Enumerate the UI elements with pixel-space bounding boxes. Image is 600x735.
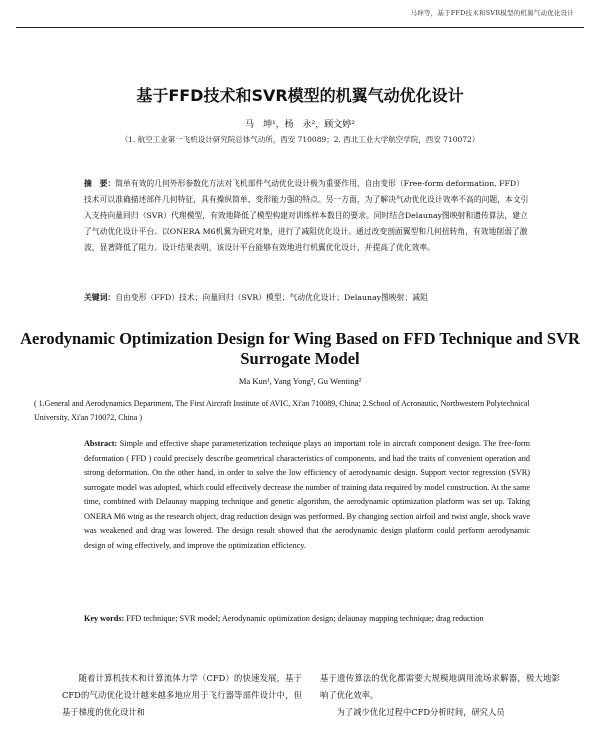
body-right-paragraph-1: 基于遗传算法的优化都需要大规模地调用流场求解器，极大地影响了优化效率。 — [320, 673, 560, 700]
body-right-paragraph-2: 为了减少优化过程中CFD分析时间，研究人员 — [336, 707, 505, 717]
body-column-right — [320, 670, 560, 721]
abstract-cn — [84, 176, 530, 256]
abstract-cn-text: 简单有效的几何外形参数化方法对飞机部件气动优化设计极为重要作用，自由变形（Free-form deformation, FFD）技术可以准确描述部件几何特征，具有操纵简单、变形能力强的特点。另一方面，为了解决气动优化设计效率不高的问题，本文引入支持向量回归（SVR）代理模型，有效地降低了模型构建对训练样本数目的要求。同时结合Delaunay图映射和遗传算法，建立了气动优化设计平台。以ONERA M6机翼为研究对象，进行了减阻优化设计。通过改变剖面翼型和几何扭转角，有效地削弱了激波，显著降低了阻力。设计结果表明，该设计平台能够有效地进行机翼优化设计，并提高了优化效率。 — [84, 179, 529, 252]
keywords-cn-label: 关键词： — [84, 293, 116, 302]
keywords-cn — [84, 290, 530, 306]
abstract-en-text: Simple and effective shape parameterization technique plays an important role in aircraft component design. The free-form deformation ( FFD ) could precisely describe geometrical characteristics of components, and had the traits of convenient operation and strong deformation. On the other hand, in order to solve the low efficiency of aerodynamic design. Support vector regression (SVR) surrogate model was adopted, which could effectively decrease the number of training data required by model construction. At the same time, combined with Delaunay mapping technique and genetic algorithm, the aerodynamic optimization platform was set up. Taking ONERA M6 wing as the research object, drag reduction design was performed. By changing section airfoil and twist angle, shock wave was weakened and drag was lowered. The design result showed that the aerodynamic design platform could perform aerodynamic design of wing effectively, and improve the optimization efficiency. — [84, 439, 530, 550]
title-cn: 基于FFD技术和SVR模型的机翼气动优化设计 — [136, 86, 464, 105]
title-en: Aerodynamic Optimization Design for Wing Based on FFD Technique and SVR Surrogate Model — [20, 329, 580, 368]
body-left-paragraph: 随着计算机技术和计算流体力学（CFD）的快速发展，基于CFD的气动优化设计越来越多地应用于飞行器等部件设计中，但基于梯度的优化设计和 — [62, 673, 302, 717]
authors-en: Ma Kun¹, Yang Yong², Gu Wenting² — [238, 376, 362, 386]
keywords-en-label: Key words: — [84, 614, 125, 623]
affiliation-cn: （1. 航空工业第一飞机设计研究院总体气动所，西安 710089；2. 西北工业大学航空学院，西安 710072） — [120, 135, 480, 144]
body-column-left — [62, 670, 302, 721]
keywords-cn-text: 自由变形（FFD）技术；向量回归（SVR）模型；气动优化设计；Delaunay图映射；减阻 — [115, 293, 428, 302]
keywords-en — [84, 612, 530, 627]
abstract-cn-label: 摘 要： — [84, 179, 116, 188]
keywords-en-text: FFD technique; SVR model; Aerodynamic optimization design; delaunay mapping technique; drag reduction — [126, 614, 484, 623]
authors-cn: 马 坤¹，杨 永²，顾文婷² — [245, 120, 355, 130]
abstract-en — [84, 437, 530, 553]
affiliation-en: ( 1.General and Aerodynamics Department, The First Aircraft Institute of AVIC, Xi'an 710089, China; 2.School of Acronautic, Northwestern Polytechnical University, Xi'an 710072, China ) — [34, 399, 530, 422]
abstract-en-label: Abstract: — [84, 439, 118, 448]
header-rule — [16, 27, 584, 28]
running-header: 马坤等，基于FFD技术和SVR模型的机翼气动优化设计 — [410, 9, 574, 17]
